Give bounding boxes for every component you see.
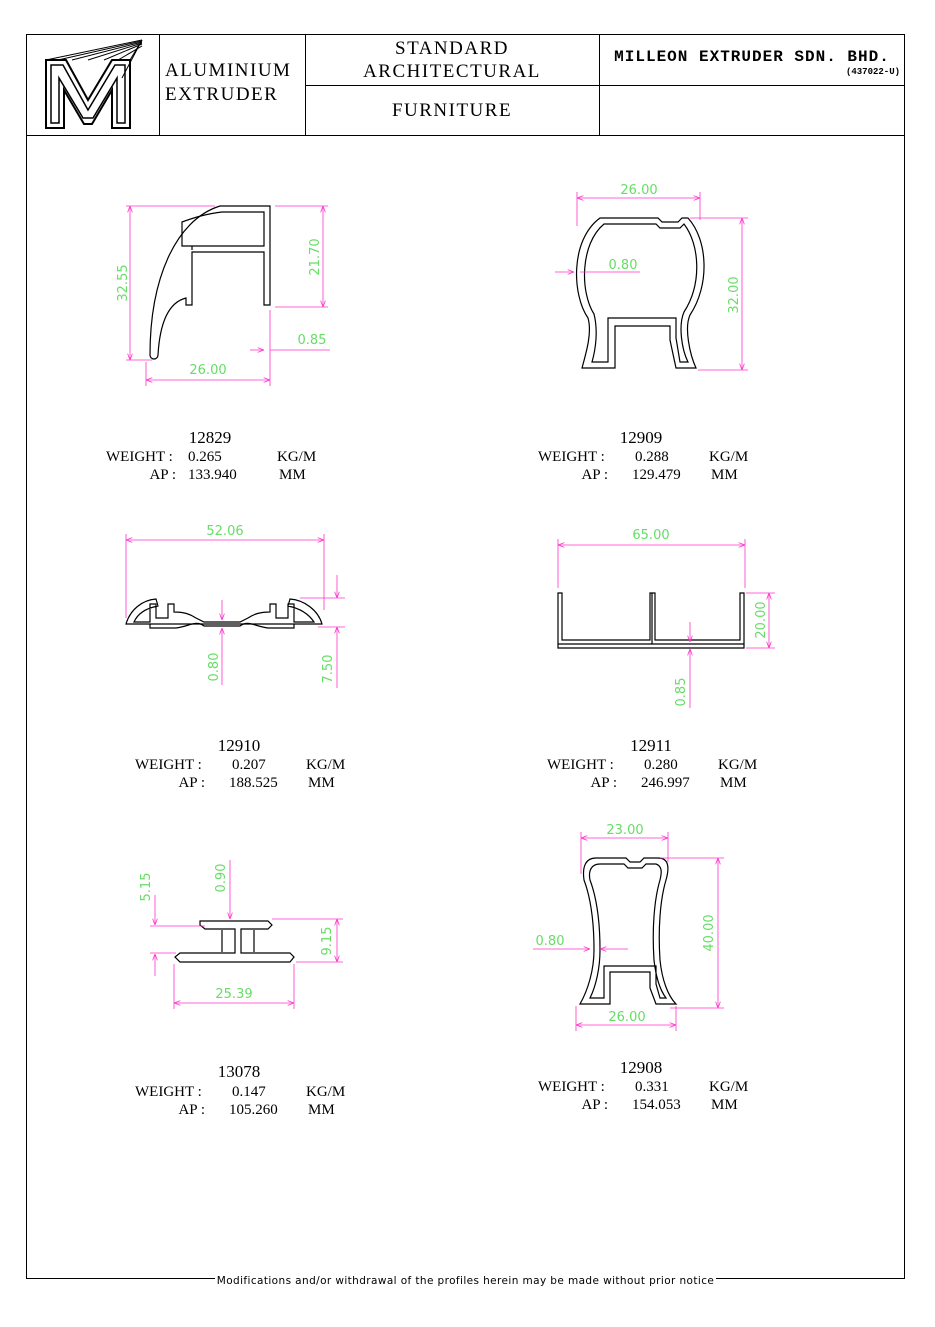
profile-code: 13078 xyxy=(217,1062,261,1081)
ap-unit: MM xyxy=(308,1102,335,1118)
ap-unit: MM xyxy=(308,775,335,791)
dim-12909-thickness: 0.80 xyxy=(608,258,638,273)
company-line-1: ALUMINIUM xyxy=(165,60,292,81)
dim-12909-height: 32.00 xyxy=(727,276,742,314)
dim-13078-flange: 5.15 xyxy=(139,872,154,902)
profile-12908-drawing xyxy=(533,823,724,1031)
company-registration: (437022-U) xyxy=(845,67,900,77)
dim-12910-height: 7.50 xyxy=(321,654,336,684)
ap-label: AP : xyxy=(178,1102,205,1118)
dim-12911-width: 65.00 xyxy=(632,528,670,543)
dim-12909-width: 26.00 xyxy=(620,183,658,198)
ap-label: AP : xyxy=(590,775,617,791)
ap-value: 246.997 xyxy=(641,775,690,791)
dim-13078-width: 25.39 xyxy=(215,987,253,1002)
dim-12829-height: 32.55 xyxy=(116,264,131,302)
weight-value: 0.280 xyxy=(644,757,678,773)
weight-label: WEIGHT : xyxy=(106,449,173,465)
dim-13078-thickness: 0.90 xyxy=(214,863,229,893)
dim-12908-thickness: 0.80 xyxy=(535,934,565,949)
dim-12908-bottom-width: 26.00 xyxy=(608,1010,646,1025)
weight-unit: KG/M xyxy=(709,1079,749,1095)
ap-unit: MM xyxy=(711,467,738,483)
weight-value: 0.265 xyxy=(188,449,222,465)
weight-value: 0.331 xyxy=(635,1079,669,1095)
category-line-1: STANDARD xyxy=(395,38,509,59)
profile-13078-drawing xyxy=(139,860,343,1009)
weight-unit: KG/M xyxy=(306,1084,346,1100)
profile-code: 12829 xyxy=(188,428,232,447)
company-line-2: EXTRUDER xyxy=(165,84,279,105)
profile-12910-drawing xyxy=(126,524,345,688)
profile-12909-drawing xyxy=(555,183,748,370)
category-line-2: ARCHITECTURAL xyxy=(363,61,541,82)
ap-value: 105.260 xyxy=(229,1102,278,1118)
weight-value: 0.288 xyxy=(635,449,669,465)
weight-unit: KG/M xyxy=(277,449,317,465)
ap-value: 154.053 xyxy=(632,1097,681,1113)
profile-code: 12908 xyxy=(619,1058,663,1077)
footer-notice: Modifications and/or withdrawal of the profiles herein may be made without prior notice xyxy=(216,1275,715,1287)
dim-12829-thickness: 0.85 xyxy=(297,333,327,348)
profile-code: 12909 xyxy=(619,428,663,447)
ap-label: AP : xyxy=(581,1097,608,1113)
weight-value: 0.147 xyxy=(232,1084,266,1100)
ap-value: 188.525 xyxy=(229,775,278,791)
weight-label: WEIGHT : xyxy=(538,449,605,465)
weight-unit: KG/M xyxy=(709,449,749,465)
dim-12829-inner-height: 21.70 xyxy=(308,238,323,276)
ap-label: AP : xyxy=(581,467,608,483)
profile-code: 12910 xyxy=(217,736,261,755)
ap-unit: MM xyxy=(711,1097,738,1113)
ap-value: 129.479 xyxy=(632,467,681,483)
ap-label: AP : xyxy=(149,467,176,483)
footer-container xyxy=(26,1271,905,1289)
dim-12911-height: 20.00 xyxy=(754,601,769,639)
weight-label: WEIGHT : xyxy=(135,757,202,773)
ap-label: AP : xyxy=(178,775,205,791)
weight-unit: KG/M xyxy=(306,757,346,773)
weight-label: WEIGHT : xyxy=(135,1084,202,1100)
subcategory-title: FURNITURE xyxy=(391,100,513,121)
weight-label: WEIGHT : xyxy=(547,757,614,773)
dim-12829-width: 26.00 xyxy=(189,363,227,378)
ap-value: 133.940 xyxy=(188,467,237,483)
profile-code: 12911 xyxy=(630,736,672,755)
dim-13078-height: 9.15 xyxy=(320,926,335,956)
weight-label: WEIGHT : xyxy=(538,1079,605,1095)
company-name: MILLEON EXTRUDER SDN. BHD. xyxy=(614,48,890,66)
weight-value: 0.207 xyxy=(232,757,266,773)
dim-12908-height: 40.00 xyxy=(702,914,717,952)
dim-12910-width: 52.06 xyxy=(206,524,244,539)
profile-12829-drawing xyxy=(116,206,330,386)
dim-12911-thickness: 0.85 xyxy=(674,677,689,707)
dim-12908-top-width: 23.00 xyxy=(606,823,644,838)
profile-12911-drawing xyxy=(558,528,775,708)
weight-unit: KG/M xyxy=(718,757,758,773)
ap-unit: MM xyxy=(279,467,306,483)
dim-12910-thickness: 0.80 xyxy=(207,652,222,682)
ap-unit: MM xyxy=(720,775,747,791)
